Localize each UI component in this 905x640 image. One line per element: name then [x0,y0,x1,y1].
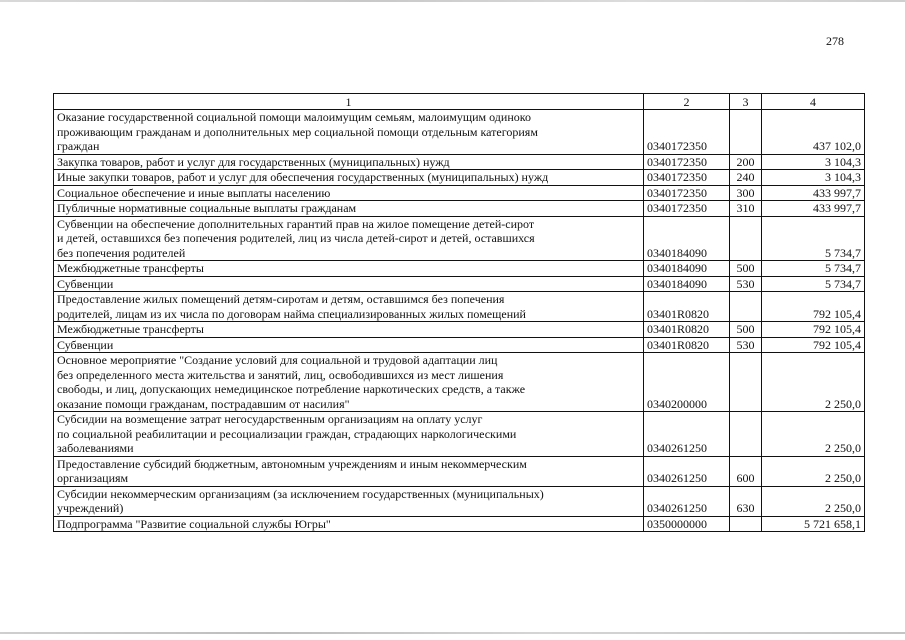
row-type-cell: 500 [730,322,762,338]
row-name-cell [54,201,644,217]
table-row [54,201,865,217]
row-name-cell [54,154,644,170]
table-row [54,261,865,277]
row-amount-cell: 792 105,4 [762,337,865,353]
page-number: 278 [826,34,844,48]
row-amount-cell: 437 102,0 [762,110,865,155]
header-col-4: 4 [762,94,865,110]
row-name-line: оказание помощи гражданам, пострадавшим от насилия" [57,396,350,411]
row-name-line: Иные закупки товаров, работ и услуг для обеспечения государственных (муниципальных) нужд [57,170,549,184]
row-name-line: родителей, лицам из их числа по договорам найма специализированных жилых помещений [57,306,526,321]
row-amount-cell: 433 997,7 [762,201,865,217]
row-name-line: Субсидии некоммерческим организациям (за исключением государственных (муниципальных) [57,486,544,501]
table-row [54,486,865,516]
row-amount-cell: 792 105,4 [762,322,865,338]
row-name-cell [54,353,644,412]
row-amount-cell: 5 721 658,1 [762,516,865,532]
row-name-line: Закупка товаров, работ и услуг для государственных (муниципальных) нужд [57,154,450,169]
row-name-cell [54,185,644,201]
row-name-cell [54,261,644,277]
row-code-cell: 0340261250 [644,456,730,486]
row-name-line: Субвенции [57,276,114,291]
table-row [54,353,865,412]
row-name-line: Субвенции [57,337,114,352]
row-code-cell: 0340172350 [644,154,730,170]
row-name-line: граждан [57,139,100,153]
row-name-cell [54,412,644,457]
row-amount-cell: 2 250,0 [762,353,865,412]
row-type-cell [730,412,762,457]
row-name-cell [54,322,644,338]
row-amount-cell: 2 250,0 [762,486,865,516]
row-name-cell [54,170,644,186]
row-code-cell: 03401R0820 [644,322,730,338]
row-code-cell: 0340184090 [644,276,730,292]
row-name-line: без попечения родителей [57,245,186,260]
row-code-cell: 0340261250 [644,412,730,457]
row-type-cell [730,292,762,322]
row-amount-cell: 433 997,7 [762,185,865,201]
row-type-cell: 200 [730,154,762,170]
row-name-line: без определенного места жительства и занятий, лиц, освободившихся из мест лишения [57,367,504,382]
row-name-line: и детей, оставшихся без попечения родителей, лиц из числа детей-сирот и детей, оставшихся [57,231,535,245]
row-type-cell: 500 [730,261,762,277]
row-amount-cell: 2 250,0 [762,412,865,457]
row-type-cell [730,216,762,261]
row-code-cell: 0340172350 [644,110,730,155]
row-code-cell: 0340261250 [644,486,730,516]
table-row [54,337,865,353]
row-type-cell: 530 [730,337,762,353]
row-type-cell: 630 [730,486,762,516]
row-name-cell [54,216,644,261]
row-name-line: Межбюджетные трансферты [57,322,204,336]
scan-edge-bottom [0,632,905,634]
table-row [54,170,865,186]
scan-edge-top [0,0,905,2]
row-code-cell: 0340184090 [644,261,730,277]
row-name-line: проживающим гражданам и дополнительных мер социальной помощи отдельным категориям [57,124,538,139]
row-amount-cell: 5 734,7 [762,276,865,292]
table-row [54,412,865,457]
table-row [54,456,865,486]
row-type-cell: 240 [730,170,762,186]
table-body [54,94,865,532]
row-name-line: учреждений) [57,501,124,515]
row-name-line: Предоставление жилых помещений детям-сиротам и детям, оставшимся без попечения [57,292,505,306]
row-name-line: свободы, и лиц, допускающих немедицинское потребление наркотических средств, а также [57,382,526,396]
row-amount-cell: 3 104,3 [762,154,865,170]
row-name-line: Предоставление субсидий бюджетным, автономным учреждениям и иным некоммерческим [57,456,527,471]
row-code-cell: 0350000000 [644,516,730,532]
header-col-1: 1 [54,94,644,110]
row-name-cell [54,110,644,155]
row-name-line: заболеваниями [57,441,134,455]
row-name-line: Подпрограмма "Развитие социальной службы Югры" [57,516,331,531]
header-col-3: 3 [730,94,762,110]
row-type-cell [730,353,762,412]
row-amount-cell: 3 104,3 [762,170,865,186]
row-name-line: Публичные нормативные социальные выплаты гражданам [57,201,357,215]
budget-table [53,93,865,532]
row-amount-cell: 5 734,7 [762,216,865,261]
table-row [54,276,865,292]
row-type-cell: 530 [730,276,762,292]
row-name-cell [54,337,644,353]
row-amount-cell: 2 250,0 [762,456,865,486]
table-row [54,216,865,261]
table-row [54,516,865,532]
table-header-row [54,94,865,110]
row-name-line: Оказание государственной социальной помощи малоимущим семьям, малоимущим одиноко [57,110,531,124]
row-code-cell: 03401R0820 [644,292,730,322]
row-type-cell: 600 [730,456,762,486]
table-row [54,185,865,201]
row-name-line: Основное мероприятие "Создание условий для социальной и трудовой адаптации лиц [57,353,498,367]
header-col-2: 2 [644,94,730,110]
row-name-line: организациям [57,471,129,485]
row-type-cell: 300 [730,185,762,201]
row-code-cell: 0340200000 [644,353,730,412]
row-name-cell [54,456,644,486]
row-name-line: Социальное обеспечение и иные выплаты населению [57,185,331,200]
row-name-line: Субсидии на возмещение затрат негосударственным организациям на оплату услуг [57,412,483,426]
row-name-cell [54,276,644,292]
row-name-line: Субвенции на обеспечение дополнительных гарантий прав на жилое помещение детей-сирот [57,216,535,231]
row-code-cell: 03401R0820 [644,337,730,353]
row-code-cell: 0340172350 [644,185,730,201]
row-type-cell: 310 [730,201,762,217]
row-name-cell [54,292,644,322]
row-name-line: по социальной реабилитации и ресоциализации граждан, страдающих наркологическими [57,426,517,441]
row-code-cell: 0340172350 [644,201,730,217]
table-row [54,154,865,170]
row-name-line: Межбюджетные трансферты [57,261,204,275]
table-row [54,292,865,322]
row-type-cell [730,110,762,155]
row-name-cell [54,486,644,516]
row-code-cell: 0340172350 [644,170,730,186]
row-amount-cell: 5 734,7 [762,261,865,277]
row-amount-cell: 792 105,4 [762,292,865,322]
table-row [54,110,865,155]
table-row [54,322,865,338]
row-type-cell [730,516,762,532]
row-name-cell [54,516,644,532]
row-code-cell: 0340184090 [644,216,730,261]
